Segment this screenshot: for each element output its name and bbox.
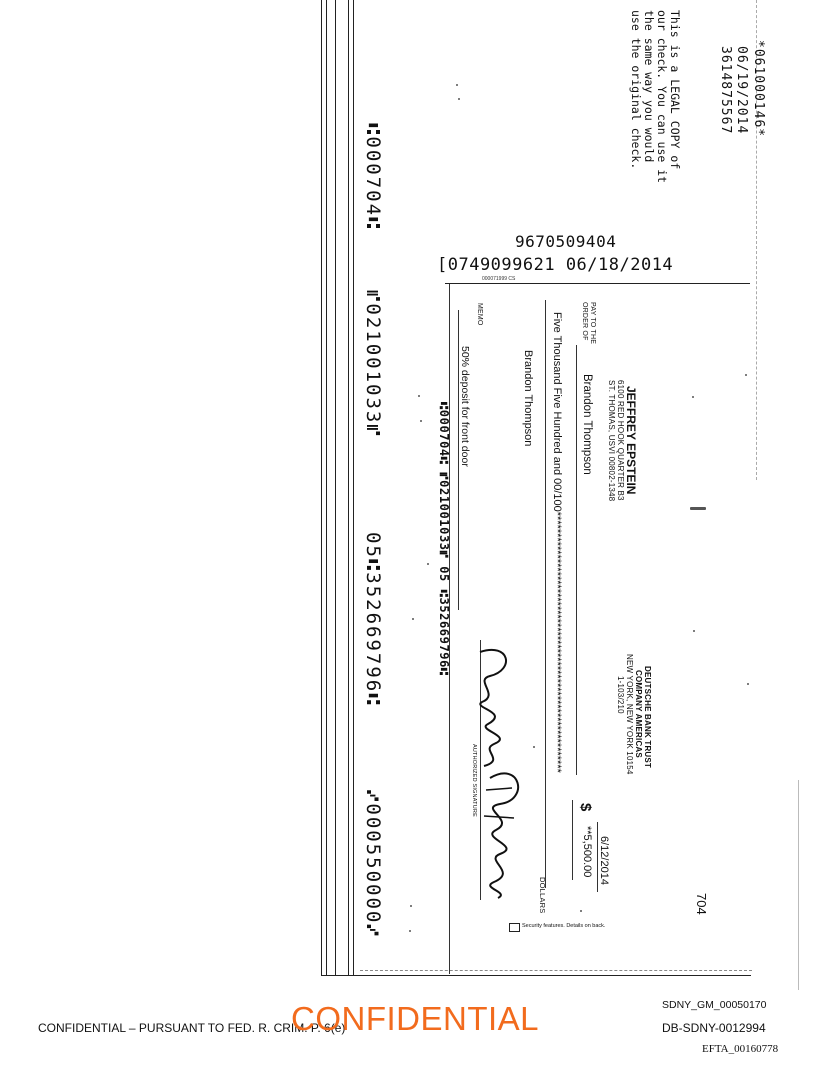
trace-small-print: 000071999 CS <box>482 276 516 282</box>
legal-copy-notice-3: the same way you would <box>642 10 656 163</box>
left-border-line-1 <box>321 0 322 975</box>
confidential-footer-text: CONFIDENTIAL – PURSUANT TO FED. R. CRIM. P. 6(e) <box>38 1021 346 1035</box>
bottom-dashed-line <box>360 970 752 972</box>
speck <box>458 98 460 100</box>
pay-to-label-1: PAY TO THE <box>589 302 596 345</box>
bank-fraction: 1-103/210 <box>616 676 625 714</box>
check-top-edge <box>445 283 750 284</box>
speck <box>692 396 694 398</box>
dollars-label: DOLLARS <box>538 877 547 914</box>
signature-label: AUTHORIZED SIGNATURE <box>471 744 477 817</box>
check-number: 704 <box>694 893 709 915</box>
payee-line <box>576 345 577 775</box>
amount-numeric: **5,500.00 <box>581 826 593 878</box>
item-number: 9670509404 <box>515 232 617 251</box>
amount-words-line <box>545 300 546 888</box>
drawer-name: JEFFREY EPSTEIN <box>624 386 638 495</box>
speck <box>456 84 458 86</box>
left-border-line-2 <box>326 0 327 975</box>
left-border-line-5 <box>353 0 354 975</box>
legal-copy-notice-1: This is a LEGAL COPY of <box>668 10 682 170</box>
drawer-address-2: ST. THOMAS, USVI 00802-1348 <box>607 380 616 502</box>
bank-name-2: COMPANY AMERICAS <box>634 670 643 758</box>
speck <box>418 395 420 397</box>
payee-address-line: Brandon Thompson <box>522 350 534 447</box>
amount-words: Five Thousand Five Hundred and 00/100************************************************************* <box>551 312 563 773</box>
dollar-sign: $ <box>577 803 594 812</box>
bates-number-2: DB-SDNY-0012994 <box>662 1021 766 1035</box>
legal-copy-notice-2: our check. You can use it <box>655 10 669 184</box>
left-border-line-4 <box>348 0 349 975</box>
confidential-stamp: CONFIDENTIAL <box>291 1000 540 1037</box>
speck <box>745 374 747 376</box>
legal-copy-date: 06/19/2014 <box>734 46 749 135</box>
micr-routing: ⑈021001033⑈ <box>362 290 384 438</box>
legal-copy-number: 3614875567 <box>718 46 733 135</box>
left-border-line-3 <box>335 0 336 975</box>
bates-number-3: EFTA_00160778 <box>702 1043 779 1055</box>
speck <box>410 905 412 907</box>
memo-label: MEMO <box>476 303 483 326</box>
micr-amount: ⑇000550000⑇ <box>362 790 384 938</box>
security-note: Security features. Details on back. <box>522 923 606 929</box>
amount-box-line <box>572 800 573 880</box>
bank-address: NEW YORK, NEW YORK 10154 <box>625 654 634 775</box>
bottom-border-line <box>321 975 751 976</box>
legal-copy-notice-4: use the original check. <box>629 10 643 170</box>
speck <box>533 746 535 748</box>
signature-image <box>470 640 540 900</box>
speck <box>747 683 749 685</box>
micr-account: 05⑆352669796⑆ <box>362 532 384 707</box>
micr-serial: ⑆000704⑆ <box>362 123 384 231</box>
speck <box>580 910 582 912</box>
speck <box>412 618 414 620</box>
trace-line: [0749099621 06/18/2014 <box>437 255 674 275</box>
check-micr-line: ⑆000704⑆ ⑈021001033⑈ 05 ⑆352669796⑆ <box>437 402 451 676</box>
payee-name: Brandon Thompson <box>581 374 593 475</box>
date-underline <box>597 822 598 892</box>
speck <box>690 507 706 510</box>
speck <box>409 930 411 932</box>
legal-copy-sequence: *061000146* <box>751 40 766 138</box>
pay-to-label-2: ORDER OF <box>581 302 588 341</box>
right-edge-line <box>798 780 799 990</box>
memo-text: 50% deposit for front door <box>459 346 471 467</box>
bates-number-1: SDNY_GM_00050170 <box>662 999 767 1011</box>
speck <box>693 630 695 632</box>
memo-line <box>458 310 459 610</box>
drawer-address-1: 6100 RED HOOK QUARTER B3 <box>616 380 625 501</box>
check-date: 6/12/2014 <box>598 836 610 885</box>
speck <box>420 420 422 422</box>
security-icon <box>509 923 520 932</box>
bank-name-1: DEUTSCHE BANK TRUST <box>643 666 652 769</box>
speck <box>427 563 429 565</box>
